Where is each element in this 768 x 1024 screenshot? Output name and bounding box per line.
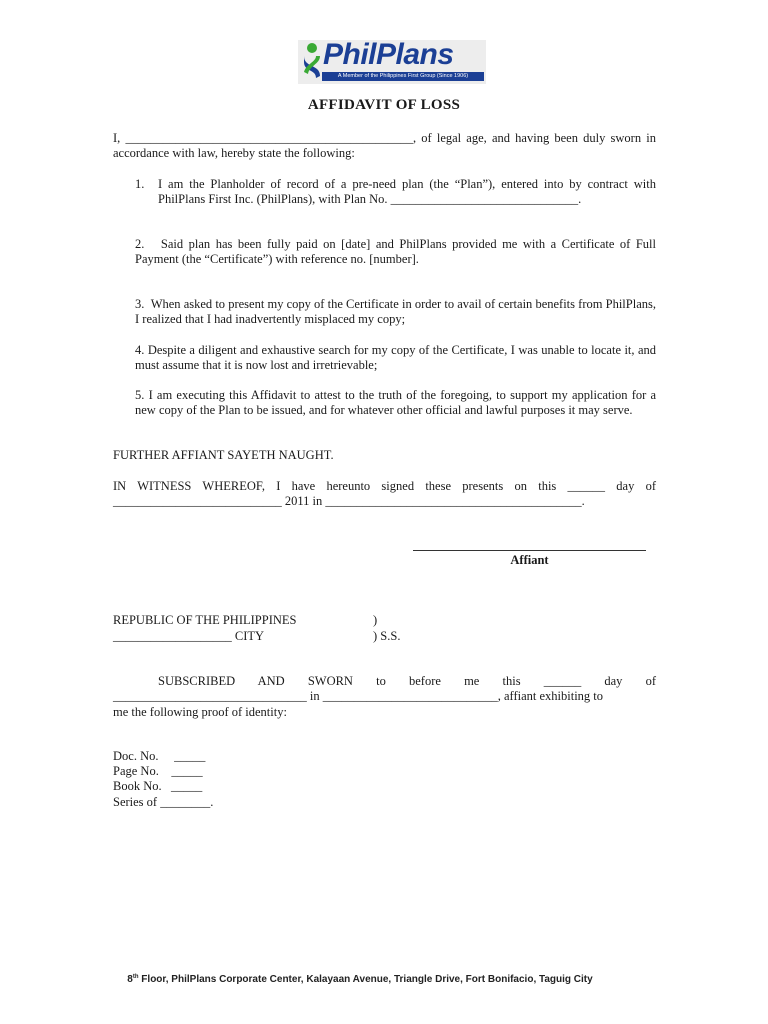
item-5-paragraph [135,388,656,419]
republic-label: REPUBLIC OF THE PHILIPPINES [113,613,297,627]
intro-paragraph: I, ______________________________________________, of legal age, and having been duly sworn in accordance with law, hereby state the following: [113,131,656,161]
affiant-label: Affiant [510,553,549,567]
item-1-number: 1. [135,177,145,191]
city-label: ___________________ CITY [113,629,265,643]
series-field: Series of ________. [113,795,214,809]
item-3-number: 3. [135,297,145,311]
item-4-paragraph [135,343,656,374]
logo-tagline: A Member of the Philippines First Group (Since 1906) [322,72,484,81]
item-2-paragraph [135,237,656,268]
jurat-line-3: me the following proof of identity: [113,705,287,719]
logo-wordmark: PhilPlans [323,38,454,71]
jurat-line-1: SUBSCRIBED AND SWORN to before me this ______ day of [158,674,656,688]
doc-no-field: Doc. No. _____ [113,749,206,763]
item-2-number: 2. [135,237,145,251]
document-title: AFFIDAVIT OF LOSS [307,97,461,113]
affiant-signature-line [413,550,646,551]
item-1-text: I am the Planholder of record of a pre-need plan (the “Plan”), entered into by contract with PhilPlans First Inc. (PhilPlans), with Plan No. ______________________________. [158,177,656,207]
page-no-field: Page No. _____ [113,764,203,778]
venue-paren: ) [373,613,378,627]
jurat-line-2: _______________________________ in ____________________________, affiant exhibiting to [113,689,604,703]
item-3-text: When asked to present my copy of the Certificate in order to avail of certain benefits from PhilPlans, I realized that I had inadvertently misplaced my copy; [135,297,656,327]
witness-paragraph: IN WITNESS WHEREOF, I have hereunto signed these presents on this ______ day of ___________________________ 2011 in _________________________________________. [113,479,656,509]
book-no-field: Book No. _____ [113,779,203,793]
further-affiant-statement: FURTHER AFFIANT SAYETH NAUGHT. [113,448,334,462]
footer-address: 8th Floor, PhilPlans Corporate Center, Kalayaan Avenue, Triangle Drive, Fort Bonifacio, Taguig City [127,974,593,985]
item-4-text: Despite a diligent and exhaustive search for my copy of the Certificate, I was unable to locate it, and must assume that it is now lost and irretrievable; [135,343,656,373]
ss-label: ) S.S. [373,629,401,643]
item-4-number: 4. [135,343,145,357]
item-3-paragraph [135,297,656,328]
item-2-text: Said plan has been fully paid on [date] and PhilPlans provided me with a Certificate of Full Payment (the “Certificate”) with reference no. [number]. [135,237,657,267]
philplans-logo [298,40,486,84]
item-5-text: I am executing this Affidavit to attest to the truth of the foregoing, to support my application for a new copy of the Plan to be issued, and for whatever other official and lawful purposes it may serve. [135,388,657,418]
philplans-person-icon [301,42,323,82]
item-5-number: 5. [135,388,145,402]
